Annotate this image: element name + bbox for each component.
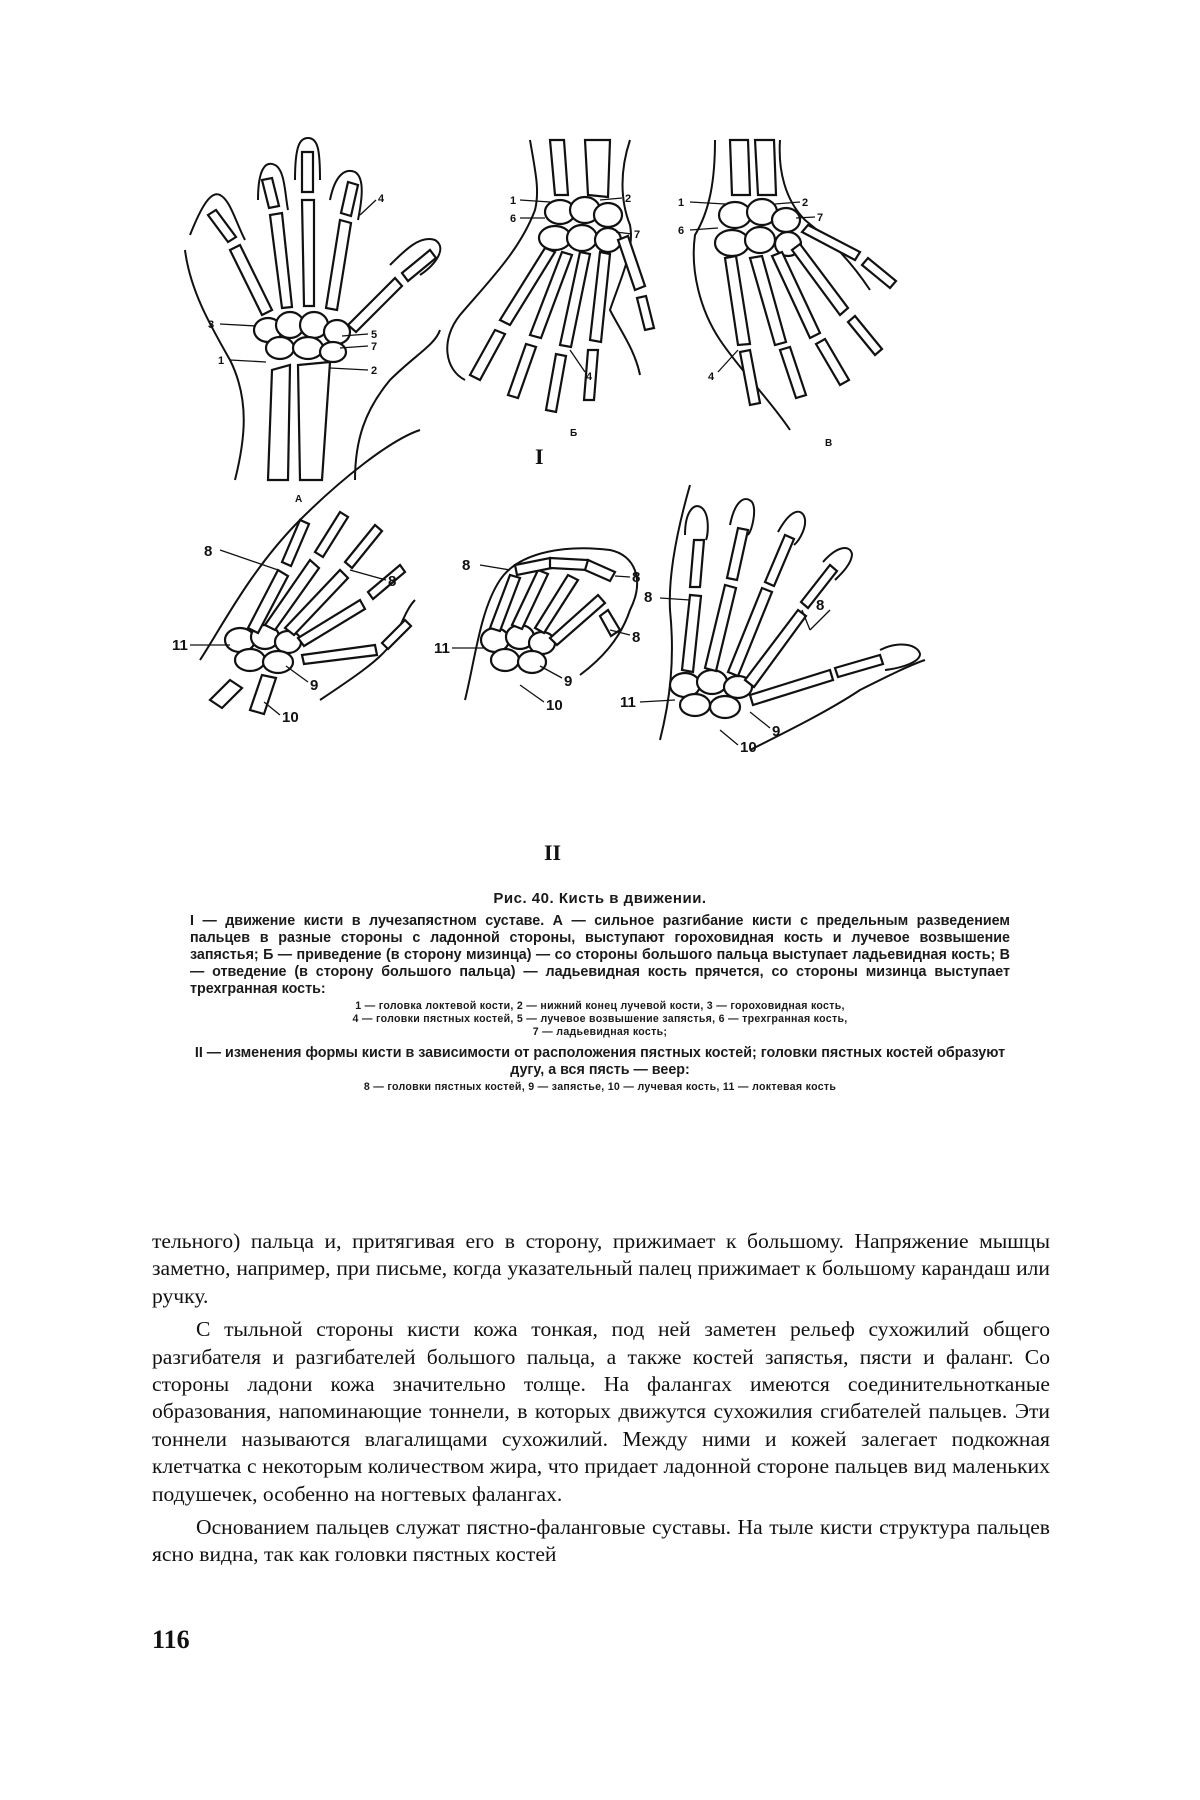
row2-mid-hand	[434, 548, 640, 714]
panel-a-hand	[185, 138, 440, 505]
caption-part-two: II — изменения формы кисти в зависимости от расположения пястных костей; головки пястных костей образуют дугу, а вся пясть — веер:	[194, 1045, 1006, 1078]
panel-b-label-2: 2	[625, 193, 632, 205]
row2-left-label-8b: 8	[388, 573, 397, 590]
panel-b-hand	[447, 140, 654, 469]
row2-mid-label-8a: 8	[462, 557, 471, 574]
row2-left-hand	[172, 430, 420, 726]
body-paragraph-3: Основанием пальцев служат пястно-фаланговые суставы. На тыле кисти структура пальцев ясно видна, так как головки пястных костей	[152, 1515, 1050, 1567]
panel-a-label-4: 4	[378, 193, 385, 205]
row2-left-label-11: 11	[172, 637, 188, 654]
caption-legend-one-line-3: 7 — ладьевидная кость;	[532, 1026, 668, 1038]
panel-b-label-1: 1	[510, 195, 517, 207]
panel-c-hand	[678, 140, 896, 449]
panel-c-label-1: 1	[678, 197, 685, 209]
caption-legend-one-line-2: 4 — головки пястных костей, 5 — лучевое возвышение запястья, 6 — трехгранная кость,	[352, 1013, 848, 1025]
panel-a-label-3: 3	[208, 319, 215, 331]
caption-part-one: I — движение кисти в лучезапястном суставе. А — сильное разгибание кисти с предельным разведением пальцев в разные стороны с ладонной стороны, выступают гороховидная кость и лучевое возвышение запястья; Б — приведение (в сторону мизинца) — со стороны большого пальца выступает ладьевидная кость; В — отведение (в сторону большого пальца) — ладьевидная кость прячется, со стороны мизинца выступает трехгранная кость:	[190, 913, 1010, 997]
panel-b-letter: Б	[570, 428, 578, 439]
caption-legend-one	[190, 1000, 1010, 1039]
hand-illustration	[172, 140, 1010, 880]
row2-left-label-9: 9	[310, 677, 319, 694]
panel-c-label-6: 6	[678, 225, 685, 237]
row2-left-label-8a: 8	[204, 543, 213, 560]
panel-c-label-7: 7	[817, 212, 824, 224]
panel-a-label-2: 2	[371, 365, 378, 377]
panel-c-label-4: 4	[708, 371, 715, 383]
roman-numeral-two: II	[544, 840, 562, 865]
panel-c-letter: В	[825, 438, 833, 449]
row2-right-label-8b: 8	[816, 597, 825, 614]
roman-numeral-one: I	[535, 444, 544, 469]
row2-mid-label-9: 9	[564, 673, 573, 690]
row2-mid-label-8c: 8	[632, 629, 641, 646]
panel-c-label-2: 2	[802, 197, 809, 209]
panel-a-letter: А	[295, 494, 303, 505]
row2-right-hand	[620, 485, 925, 756]
panel-a-label-7: 7	[371, 341, 378, 353]
row2-right-label-8a: 8	[644, 589, 653, 606]
panel-a-label-5: 5	[371, 329, 378, 341]
panel-a-label-1: 1	[218, 355, 225, 367]
row2-right-label-11: 11	[620, 694, 636, 711]
row2-mid-label-11: 11	[434, 640, 450, 657]
row2-right-label-9: 9	[772, 723, 781, 740]
row2-left-label-10: 10	[282, 709, 299, 726]
panel-b-label-6: 6	[510, 213, 517, 225]
caption-title: Рис. 40. Кисть в движении.	[493, 890, 707, 907]
figure-40	[172, 140, 1010, 880]
figure-caption	[190, 890, 1010, 1100]
row2-right-label-10: 10	[740, 739, 757, 756]
caption-legend-two: 8 — головки пястных костей, 9 — запястье, 10 — лучевая кость, 11 — локтевая кость	[363, 1081, 837, 1093]
body-paragraph-2: С тыльной стороны кисти кожа тонкая, под ней заметен рельеф сухожилий общего разгибателя и разгибателей большого пальца, а также костей запястья, пясти и фаланг. Со стороны ладони кожа значительно толще. На фалангах имеются соединительнотканые образования, напоминающие тоннели, в которых движутся сухожилия сгибателей пальцев. Эти тоннели называются влагалищами сухожилий. Между ними и кожей залегает подкожная клетчатка с некоторым количеством жира, что придает ладонной стороне пальцев вид маленьких подушечек, особенно на ногтевых фалангах.	[152, 1317, 1050, 1506]
page-number: 116	[152, 1625, 190, 1654]
caption-legend-one-line-1: 1 — головка локтевой кости, 2 — нижний конец лучевой кости, 3 — гороховидная кость,	[355, 1000, 845, 1012]
row2-mid-label-8b: 8	[632, 569, 641, 586]
panel-b-label-7: 7	[634, 229, 641, 241]
body-text	[152, 1228, 1050, 1569]
body-paragraph-1: тельного) пальца и, притягивая его в сторону, прижимает к большому. Напряжение мышцы заметно, например, при письме, когда указательный палец прижимает к большому карандаш или ручку.	[152, 1229, 1050, 1308]
panel-b-label-4: 4	[586, 371, 593, 383]
row2-mid-label-10: 10	[546, 697, 563, 714]
